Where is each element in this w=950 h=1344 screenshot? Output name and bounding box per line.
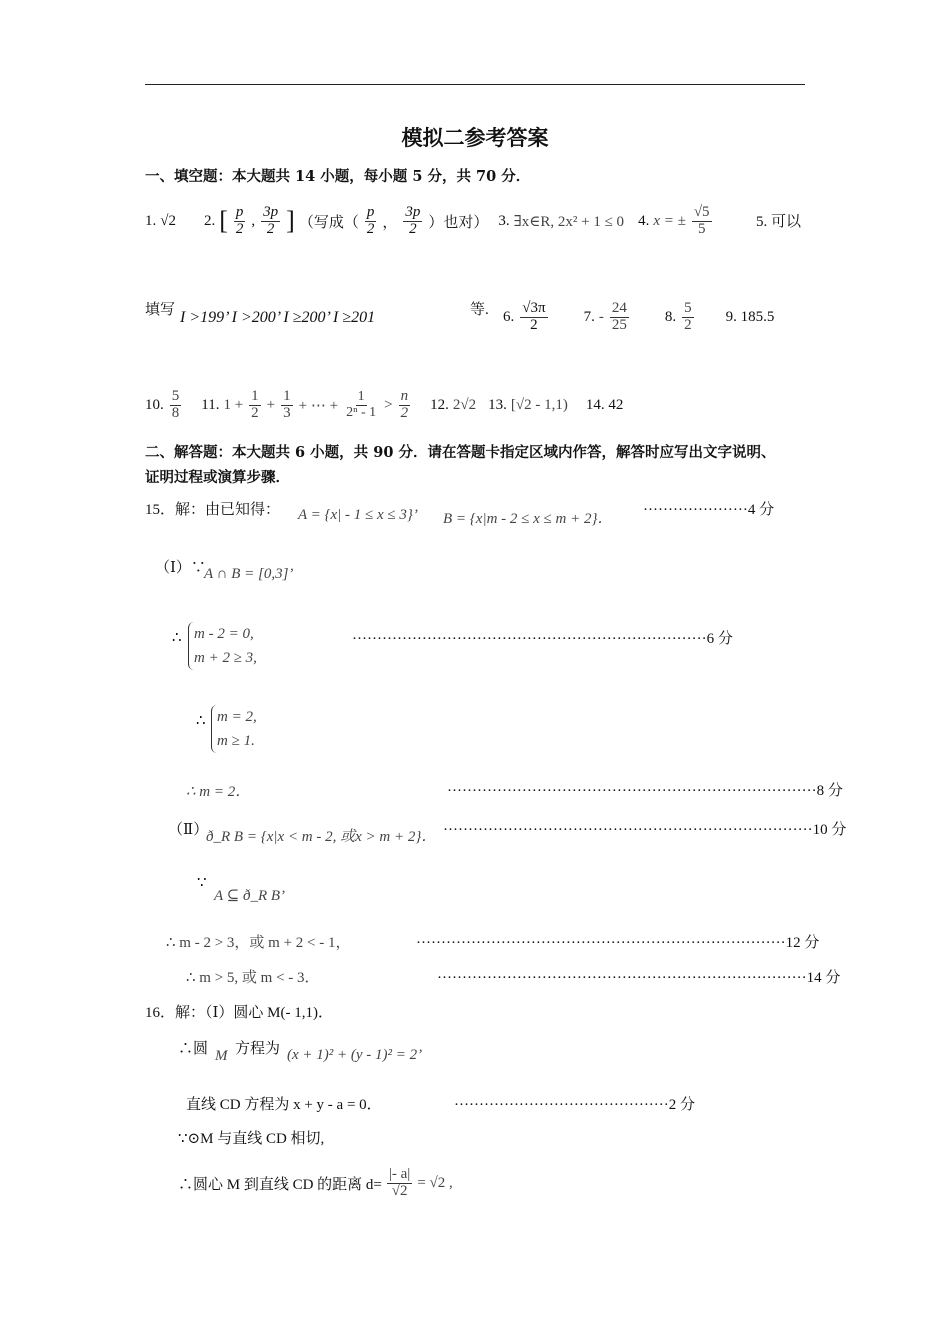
answer-11-c: + ⋯ +: [298, 397, 339, 414]
q15-part2-label: （Ⅱ）: [168, 822, 209, 838]
q16-line2-b: 方程为: [235, 1041, 281, 1057]
q15-part2-expr: ð_R B = {x|x < m - 2, 或x > m + 2}．: [206, 829, 437, 845]
answer-10-num: 5: [171, 387, 180, 404]
q15-sys2-therefore: ∴: [196, 713, 206, 729]
answer-11-f3-den: 2ⁿ - 1: [346, 404, 377, 420]
answer-11-f4-den: 2: [400, 404, 409, 421]
answer-11-f3-num: 1: [357, 388, 365, 404]
answer-2-note-frac2-den: 2: [409, 220, 417, 237]
answer-8-num: 5: [684, 299, 692, 316]
answer-6-number: 6.: [503, 308, 515, 325]
q16-line3: 直线 CD 方程为 x + y - a = 0．: [186, 1097, 382, 1113]
answer-11-a: 1 +: [223, 396, 244, 413]
q16-line5-a: ∴圆心 M 到直线 CD 的距离 d=: [178, 1176, 382, 1193]
section2-heading-line2: 证明过程或演算步骤．: [145, 469, 290, 486]
answer-5-lead: 填写: [145, 302, 176, 318]
answer-6-num: √3π: [522, 299, 546, 316]
answer-4-den: 5: [697, 220, 706, 237]
answer-2-close: ]: [286, 206, 295, 235]
answer-11-f4-num: n: [400, 387, 409, 404]
q15-set-b: B = {x|m - 2 ≤ x ≤ m + 2}．: [443, 511, 613, 527]
answer-2-note-frac1-den: 2: [366, 220, 375, 237]
q15-therefore-1: ∴ m - 2 > 3，或 m + 2 < - 1，: [166, 935, 351, 951]
q15-since: ∵: [197, 875, 207, 891]
answer-7-number: 7.: [583, 308, 595, 325]
q15-score-4: ··········································································10 分: [443, 822, 847, 838]
q15-sys2: [211, 705, 257, 753]
q15-set-a: A = {x| - 1 ≤ x ≤ 3}’: [298, 507, 418, 523]
answer-12: 2√2: [452, 396, 477, 413]
answer-5-tail: 等.: [470, 302, 489, 318]
answer-11-d: >: [384, 396, 393, 413]
page-title: 模拟二参考答案: [401, 125, 549, 150]
answer-2-note-frac1-num: p: [366, 203, 375, 220]
answer-11-b: +: [266, 396, 276, 413]
answer-10-number: 10.: [145, 396, 164, 413]
answer-3: ∃x∈R, 2x² + 1 ≤ 0: [513, 213, 625, 230]
answer-2-note-b: ）也对）: [428, 214, 489, 231]
q16-line2-m: M: [215, 1048, 228, 1064]
answer-10-den: 8: [171, 404, 180, 421]
answer-5-label: 5. 可以: [756, 214, 802, 230]
q15-score-3: ··········································································8 分: [447, 783, 843, 799]
q15-score-5: ··········································································12 分: [416, 935, 820, 951]
answer-7-num: 24: [611, 299, 627, 316]
answer-9: 9. 185.5: [725, 308, 775, 325]
answer-11-f1-num: 1: [251, 387, 259, 404]
answer-8-den: 2: [684, 316, 692, 333]
answer-2-number: 2.: [203, 212, 216, 229]
answer-2-note-sep: ，: [382, 214, 398, 231]
answer-11-number: 11.: [201, 396, 220, 413]
header-rule: [145, 84, 805, 85]
q15-score-2: ·······································································6 分: [352, 631, 733, 647]
q15-conclusion: ∴ m = 2．: [186, 784, 251, 800]
answer-6-den: 2: [530, 316, 538, 333]
q15-sys1: [188, 622, 257, 670]
answer-2-note-frac2-num: 3p: [405, 203, 421, 220]
q15-therefore-2: ∴ m > 5, 或 m < - 3．: [186, 970, 320, 986]
q15-part1-label: （Ⅰ）∵: [155, 560, 206, 576]
answer-13: [√2 - 1,1): [510, 396, 568, 413]
section1-heading: 一、填空题：本大题共 14 小题，每小题 5 分，共 70 分．: [145, 168, 531, 185]
answer-8-number: 8.: [664, 308, 677, 325]
q16-intro: 16．解：（Ⅰ）圆心 M(- 1,1)．: [145, 1005, 333, 1021]
q16-line5-num: |- a|: [388, 1165, 411, 1182]
answer-7-den: 25: [611, 316, 627, 333]
q15-part1-expr: A ∩ B = [0,3]’: [204, 566, 294, 582]
q15-sys2-line1: m = 2,: [217, 709, 257, 725]
answer-12-number: 12.: [430, 396, 449, 413]
answers-row-2: [503, 292, 774, 342]
answer-2-sep: ,: [251, 212, 256, 229]
q16-line5-den: √2: [391, 1182, 408, 1199]
q15-intro: 15．解：由已知得：: [145, 502, 281, 518]
answer-14: 14. 42: [585, 396, 624, 413]
answer-5-list: I >199’ I >200’ I ≥200’ I ≥201: [180, 309, 376, 326]
q15-sys1-line1: m - 2 = 0,: [194, 626, 254, 642]
answer-3-number: 3.: [498, 212, 510, 229]
q15-sys1-line2: m + 2 ≥ 3,: [194, 650, 257, 666]
answer-2-frac2-den: 2: [266, 220, 275, 237]
answer-2-open: [: [219, 206, 228, 235]
answer-2-frac2-num: 3p: [263, 203, 279, 220]
answer-2-note-a: （写成（: [298, 214, 359, 231]
q16-line4: ∵⊙M 与直线 CD 相切,: [178, 1131, 325, 1147]
q15-score-6: ··········································································14 分: [437, 970, 841, 986]
answer-7-sign: -: [598, 308, 604, 325]
answer-11-f2-num: 1: [283, 387, 291, 404]
answer-11-f2-den: 3: [283, 404, 291, 421]
answer-1-number: 1.: [145, 212, 157, 229]
answer-13-number: 13.: [488, 396, 507, 413]
q15-score-1: ·····················4 分: [643, 502, 775, 518]
q15-since-expr: A ⊆ ð_R B’: [214, 888, 286, 904]
answer-4-number: 4.: [638, 212, 650, 229]
q16-line5: [178, 1158, 453, 1208]
answers-row-1: [145, 198, 714, 244]
answer-2-frac1-den: 2: [235, 220, 244, 237]
q16-line5-b: = √2 ,: [417, 1174, 453, 1191]
q15-sys2-line2: m ≥ 1.: [217, 733, 255, 749]
q16-line2-a: ∴圆: [178, 1041, 209, 1057]
answer-2-frac1-num: p: [235, 203, 244, 220]
section2-heading-line1: 二、解答题：本大题共 6 小题，共 90 分．请在答题卡指定区域内作答，解答时应写出文字说明、: [145, 444, 776, 461]
answer-11-f1-den: 2: [251, 404, 259, 421]
q16-line2-eq: (x + 1)² + (y - 1)² = 2’: [287, 1047, 423, 1063]
answer-4-prefix: x = ±: [653, 212, 686, 229]
answer-1: √2: [160, 212, 176, 229]
q16-score-1: ···········································2 分: [454, 1097, 696, 1113]
answer-4-num: √5: [693, 203, 710, 220]
q15-sys1-therefore: ∴: [172, 630, 182, 646]
answers-row-3: [145, 382, 623, 428]
